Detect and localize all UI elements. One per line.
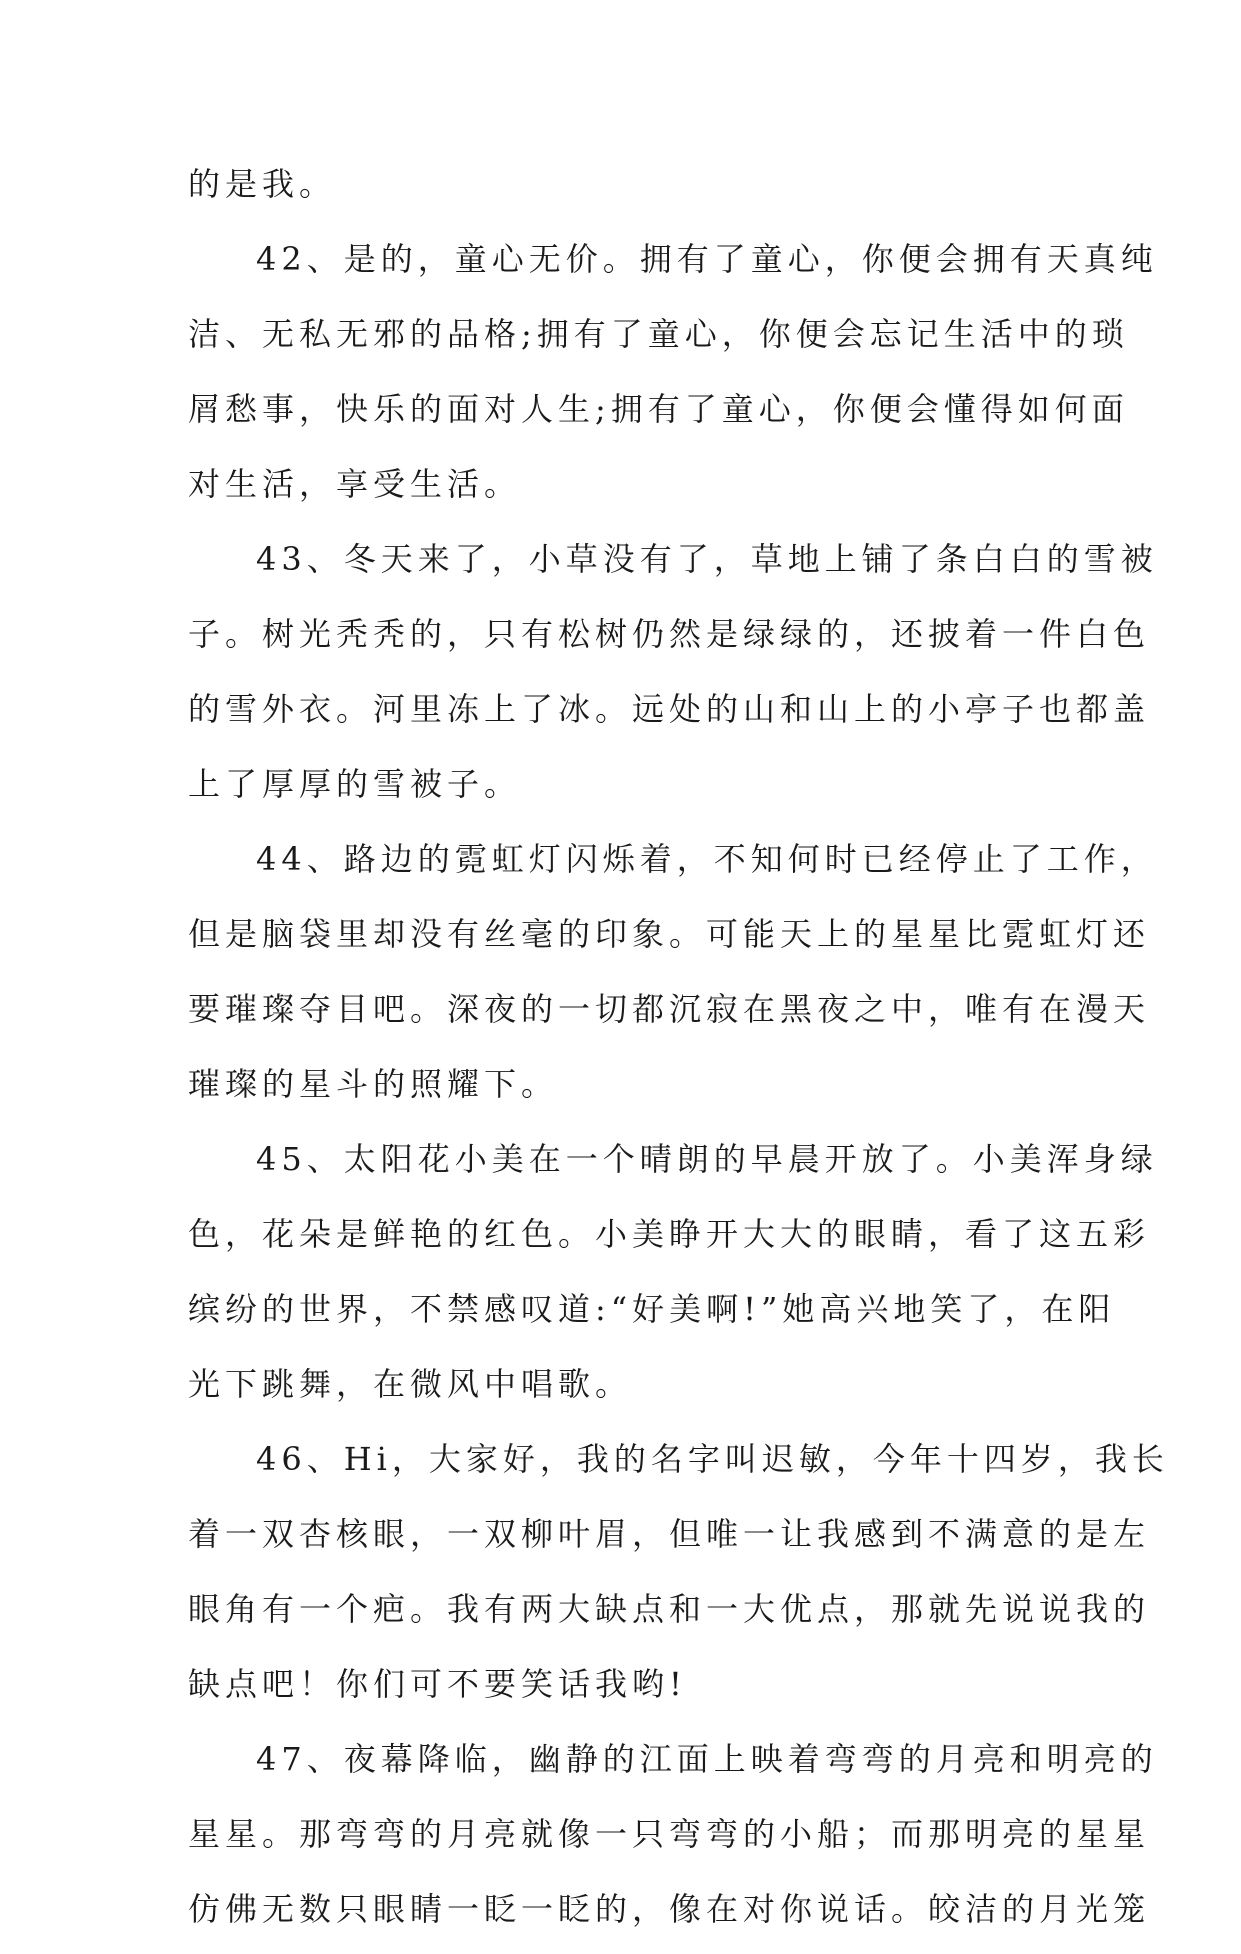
text-line: 的是我。 [188, 165, 337, 203]
text-line: 要璀璨夺目吧。深夜的一切都沉寂在黑夜之中，唯有在漫天 [188, 990, 1151, 1028]
paragraph-43 [188, 529, 1158, 829]
body-text [188, 154, 1169, 1954]
paragraph-47 [188, 1729, 1158, 1954]
text-line: 46、Hi，大家好，我的名字叫迟敏，今年十四岁，我长 [256, 1440, 1169, 1478]
text-line: 42、是的，童心无价。拥有了童心，你便会拥有天真纯 [256, 240, 1158, 278]
text-line: 仿佛无数只眼睛一眨一眨的，像在对你说话。皎洁的月光笼 [188, 1890, 1151, 1928]
text-line: 色，花朵是鲜艳的红色。小美睁开大大的眼睛，看了这五彩 [188, 1215, 1151, 1253]
text-line: 子。树光秃秃的，只有松树仍然是绿绿的，还披着一件白色 [188, 615, 1151, 653]
text-line: 43、冬天来了，小草没有了，草地上铺了条白白的雪被 [256, 540, 1158, 578]
text-line: 眼角有一个疤。我有两大缺点和一大优点，那就先说说我的 [188, 1590, 1151, 1628]
text-line: 着一双杏核眼，一双柳叶眉，但唯一让我感到不满意的是左 [188, 1515, 1151, 1553]
text-line: 洁、无私无邪的品格;拥有了童心，你便会忘记生活中的琐 [188, 315, 1129, 353]
text-line: 缤纷的世界，不禁感叹道:“好美啊!”她高兴地笑了，在阳 [188, 1290, 1116, 1328]
text-line: 但是脑袋里却没有丝毫的印象。可能天上的星星比霓虹灯还 [188, 915, 1151, 953]
text-line: 47、夜幕降临，幽静的江面上映着弯弯的月亮和明亮的 [256, 1740, 1158, 1778]
paragraph-41-tail [188, 154, 1058, 229]
text-line: 屑愁事，快乐的面对人生;拥有了童心，你便会懂得如何面 [188, 390, 1129, 428]
text-line: 对生活，享受生活。 [188, 465, 522, 503]
paragraph-44 [188, 829, 1158, 1129]
paragraph-46 [188, 1429, 1169, 1729]
text-line: 璀璨的星斗的照耀下。 [188, 1065, 559, 1103]
paragraph-42 [188, 229, 1158, 529]
text-line: 光下跳舞，在微风中唱歌。 [188, 1365, 633, 1403]
text-line: 44、路边的霓虹灯闪烁着，不知何时已经停止了工作， [256, 840, 1158, 878]
text-line: 45、太阳花小美在一个晴朗的早晨开放了。小美浑身绿 [256, 1140, 1158, 1178]
text-line: 的雪外衣。河里冻上了冰。远处的山和山上的小亭子也都盖 [188, 690, 1151, 728]
text-line: 星星。那弯弯的月亮就像一只弯弯的小船；而那明亮的星星 [188, 1815, 1151, 1853]
text-line: 缺点吧！你们可不要笑话我哟! [188, 1665, 687, 1703]
text-line: 上了厚厚的雪被子。 [188, 765, 522, 803]
paragraph-45 [188, 1129, 1158, 1429]
